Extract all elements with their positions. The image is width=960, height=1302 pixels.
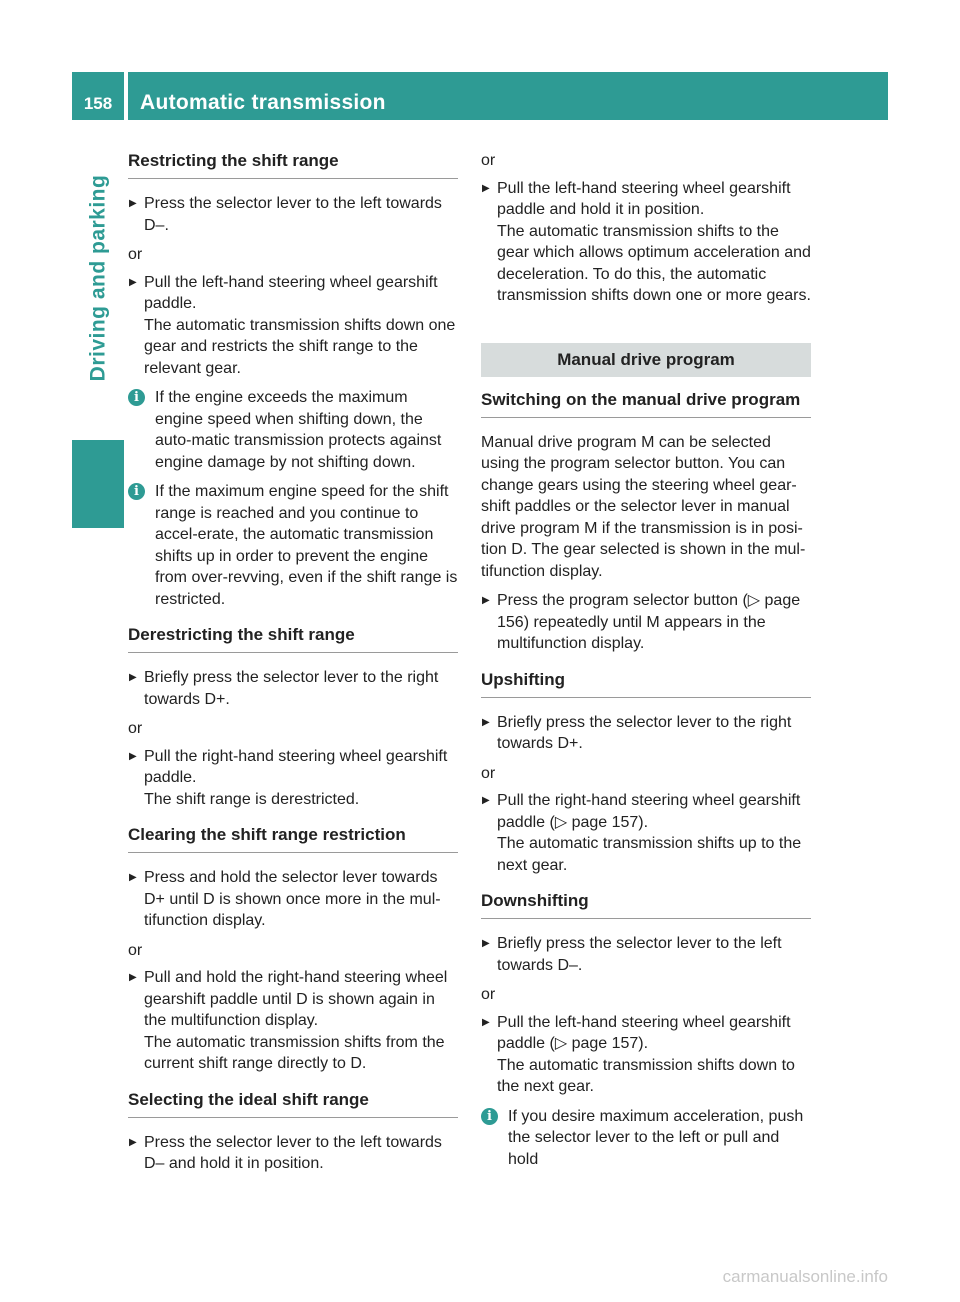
section-heading: Downshifting [481, 890, 811, 919]
arrow-right-icon: ▶ [482, 795, 490, 806]
section-heading: Clearing the shift range restriction [128, 824, 458, 853]
arrow-right-icon: ▶ [129, 872, 137, 883]
arrow-right-icon: ▶ [482, 716, 490, 728]
or-text: or [481, 152, 496, 169]
arrow-right-icon: ▶ [129, 672, 137, 683]
step-item: ▶ Press the program selector button (▷ page 156) repeatedly until M appears in the multifunction display. [482, 592, 801, 652]
or-text: or [481, 986, 496, 1003]
section-heading: Upshifting [481, 669, 811, 698]
arrow-right-icon: ▶ [482, 1016, 490, 1028]
or-text: or [128, 941, 143, 959]
info-icon: i [481, 1108, 498, 1125]
info-icon: i [128, 483, 145, 500]
section-heading: Switching on the manual drive program [481, 389, 811, 418]
step-item: ▶ Briefly press the selector lever to the left towards D–. [482, 935, 782, 974]
arrow-right-icon: ▶ [129, 750, 137, 762]
step-item: ▶ Pull the left-hand steering wheel gearshift paddle and hold it in position. The automatic transmission shifts to the gear which allows optimum acceleration and deceleration. To do this, the automatic transmission shifts down one or more gears. [482, 179, 811, 304]
arrow-right-icon: ▶ [482, 182, 490, 194]
step-item: ▶ Briefly press the selector lever to the right towards D+. [482, 713, 792, 752]
left-column [128, 150, 458, 1183]
arrow-right-icon: ▶ [482, 938, 490, 949]
step-item: ▶ Pull the right-hand steering wheel gearshift paddle. The shift range is derestricted. [129, 747, 448, 808]
info-note: i If the engine exceeds the maximum engine speed when shifting down, the auto-matic transmission protects against engine damage by not shifting down. [128, 387, 458, 473]
side-tab-label: Driving and parking [86, 174, 110, 382]
step-item: ▶ Pull the left-hand steering wheel gearshift paddle (▷ page 157). The automatic transmission shifts down to the next gear. [482, 1013, 795, 1095]
arrow-right-icon: ▶ [482, 595, 490, 606]
body-paragraph: Manual drive program M can be selected using the program selector button. You can change gears using the steering wheel gear-shift paddles or the selector lever in manual drive program M if the transmission is in posi-tion D. The gear selected is shown in the mul-tifunction display. [481, 433, 806, 580]
step-item: ▶ Press the selector lever to the left towards D– and hold it in position. [129, 1133, 442, 1172]
arrow-right-icon: ▶ [129, 198, 137, 209]
step-item: ▶ Pull the left-hand steering wheel gearshift paddle. The automatic transmission shifts down one gear and restricts the shift range to the relevant gear. [129, 273, 456, 377]
or-text: or [481, 764, 496, 782]
section-heading: Derestricting the shift range [128, 624, 458, 653]
section-heading: Restricting the shift range [128, 150, 458, 179]
step-item: ▶ Pull the right-hand steering wheel gearshift paddle (▷ page 157). The automatic transmission shifts up to the next gear. [482, 792, 802, 874]
info-icon: i [128, 389, 145, 406]
right-column [481, 150, 811, 1178]
or-text: or [128, 246, 143, 263]
watermark: carmanualsonline.info [722, 1267, 888, 1286]
arrow-right-icon: ▶ [129, 276, 137, 288]
step-item: ▶ Press the selector lever to the left towards D–. [129, 195, 442, 234]
step-item: ▶ Pull and hold the right-hand steering wheel gearshift paddle until D is shown again in the multifunction display. The automatic transmission shifts from the current shift range directly to D. [129, 969, 448, 1072]
arrow-right-icon: ▶ [129, 972, 137, 983]
page-number: 158 [72, 72, 124, 120]
info-note: i If you desire maximum acceleration, push the selector lever to the left or pull and hold [481, 1106, 811, 1171]
page-title: Automatic transmission [128, 72, 888, 120]
or-text: or [128, 720, 143, 737]
info-note: i If the maximum engine speed for the shift range is reached and you continue to accel-erate, the automatic transmission shifts up in order to prevent the engine from over-revving, even if the shift range is restricted. [128, 481, 458, 610]
step-item: ▶ Briefly press the selector lever to the right towards D+. [129, 669, 439, 708]
step-item: ▶ Press and hold the selector lever towards D+ until D is shown once more in the mul-tifunction display. [129, 869, 441, 929]
arrow-right-icon: ▶ [129, 1136, 137, 1148]
chapter-banner: Manual drive program [481, 343, 811, 377]
section-heading: Selecting the ideal shift range [128, 1089, 458, 1118]
side-tab-marker [72, 440, 124, 528]
